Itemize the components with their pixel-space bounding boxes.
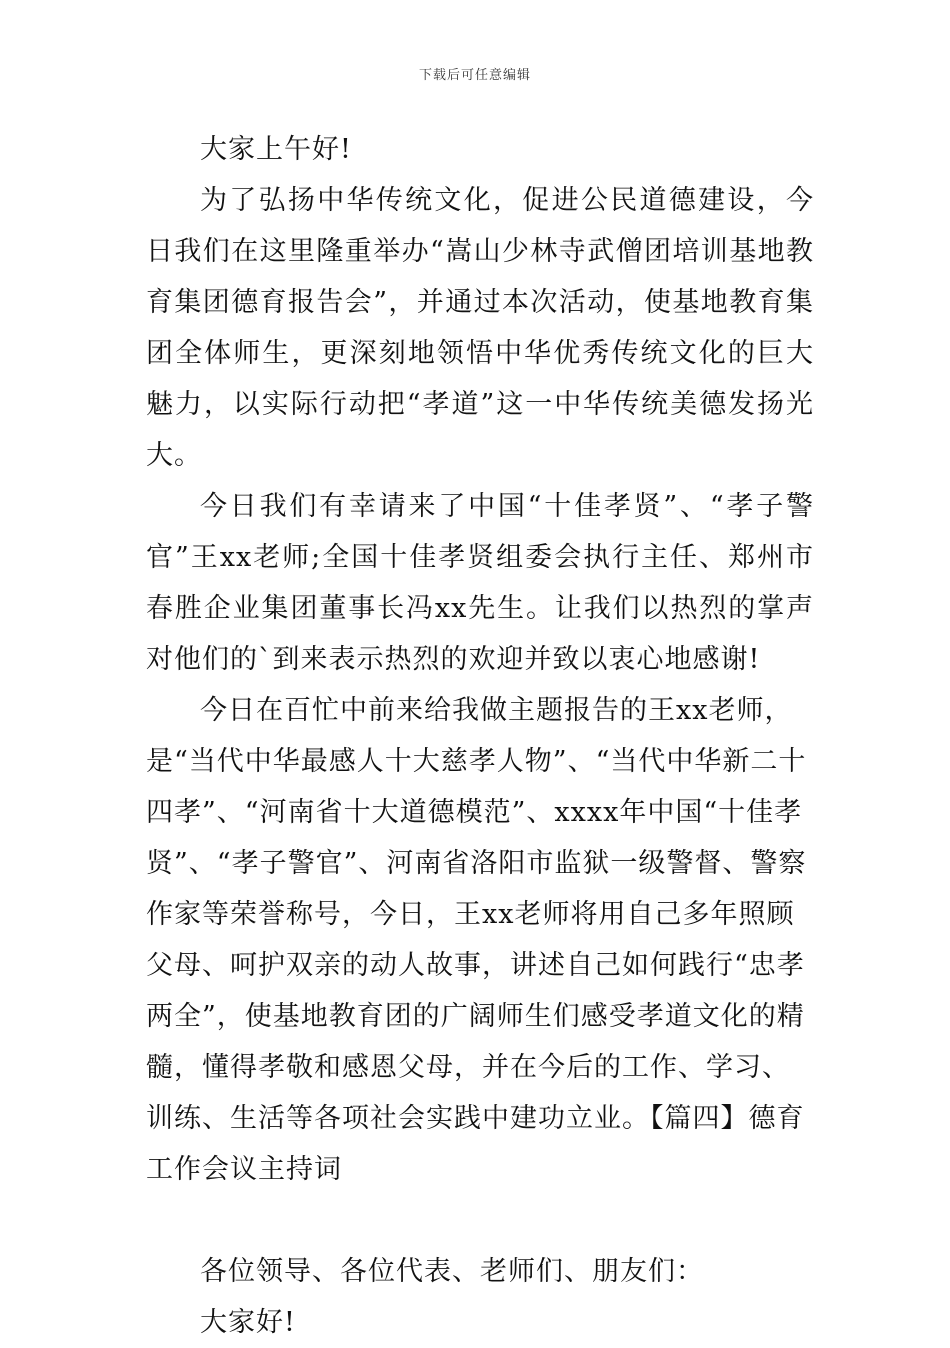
document-body — [146, 124, 814, 1348]
paragraph-speaker: 今日在百忙中前来给我做主题报告的王xx老师，是“当代中华最感人十大慈孝人物”、“当代中华新二十四孝”、“河南省十大道德模范”、xxxx年中国“十佳孝贤”、“孝子警官”、河南省洛阳市监狱一级警督、警察作家等荣誉称号，今日，王xx老师将用自己多年照顾父母、呵护双亲的动人故事，讲述自己如何践行“忠孝两全”，使基地教育团的广阔师生们感受孝道文化的精髓，懂得孝敬和感恩父母，并在今后的工作、学习、训练、生活等各项社会实践中建功立业。【篇四】德育工作会议主持词 — [146, 695, 807, 1185]
paragraph-intro: 为了弘扬中华传统文化，促进公民道德建设，今日我们在这里隆重举办“嵩山少林寺武僧团培训基地教育集团德育报告会”，并通过本次活动，使基地教育集团全体师生，更深刻地领悟中华优秀传统文化的巨大魅力，以实际行动把“孝道”这一中华传统美德发扬光大。 — [146, 185, 814, 471]
paragraph-greeting: 大家上午好! — [200, 134, 352, 165]
paragraph-guests: 今日我们有幸请来了中国“十佳孝贤”、“孝子警官”王xx老师;全国十佳孝贤组委会执行主任、郑州市春胜企业集团董事长冯xx先生。让我们以热烈的掌声对他们的`到来表示热烈的欢迎并致以衷心地感谢! — [146, 491, 814, 675]
paragraph-address: 各位领导、各位代表、老师们、朋友们： — [200, 1256, 704, 1287]
paragraph-hello: 大家好! — [200, 1307, 296, 1338]
paragraph-gap — [146, 1195, 814, 1246]
page-header: 下载后可任意编辑 — [418, 68, 531, 83]
